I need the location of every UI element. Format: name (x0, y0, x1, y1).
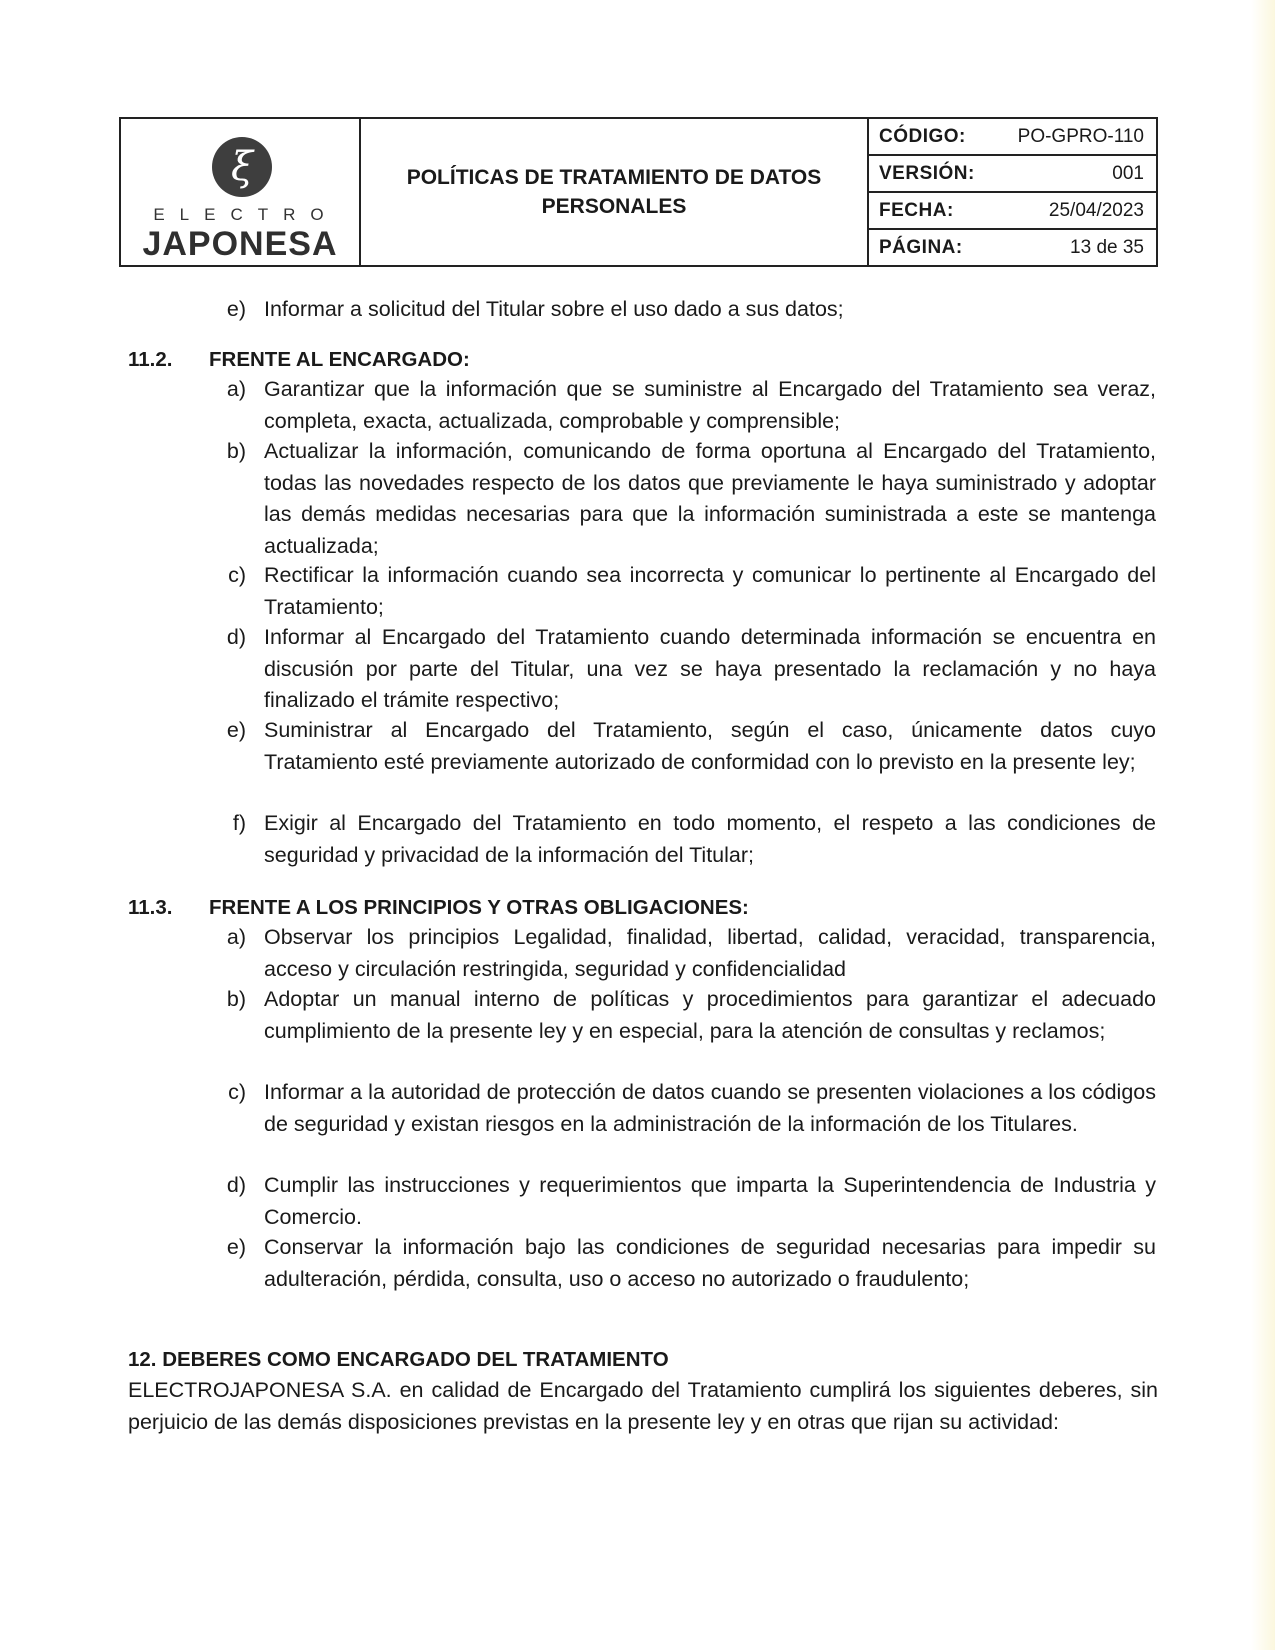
list-item (216, 1232, 1156, 1295)
list-item-text: Conservar la información bajo las condiciones de seguridad necesarias para impedir su adulteración, pérdida, consulta, uso o acceso no autorizado o fraudulento; (264, 1235, 1156, 1291)
list-item-label: f) (232, 811, 246, 835)
section-number: 11.2. (128, 348, 173, 371)
list-item-label: d) (226, 625, 246, 649)
list-item-text: Exigir al Encargado del Tratamiento en todo momento, el respeto a las condiciones de seguridad y privacidad de la información del Titular; (264, 811, 1156, 867)
list-item (216, 1077, 1156, 1140)
list-item-text: Garantizar que la información que se suministre al Encargado del Tratamiento sea veraz, completa, exacta, actualizada, comprobable y comprensible; (264, 377, 1156, 433)
meta-value: 001 (1112, 162, 1144, 184)
list-item-label: d) (226, 1173, 246, 1197)
list-item (216, 808, 1156, 871)
section-heading-12 (128, 1346, 669, 1374)
list-item-text: Adoptar un manual interno de políticas y procedimientos para garantizar el adecuado cumplimiento de la presente ley y en especial, para la atención de consultas y reclamos; (264, 987, 1156, 1043)
list-item (216, 715, 1156, 778)
list-item-label: b) (226, 439, 246, 463)
section-title: 12. DEBERES COMO ENCARGADO DEL TRATAMIENTO (128, 1348, 669, 1371)
list-item (216, 622, 1156, 717)
list-item (216, 294, 1156, 326)
list-item (216, 1170, 1156, 1233)
section-12-paragraph: ELECTROJAPONESA S.A. en calidad de Encargado del Tratamiento cumplirá los siguientes deberes, sin perjuicio de las demás disposiciones previstas en la presente ley y en otras que rijan su actividad: (128, 1378, 1158, 1434)
list-item-text: Informar al Encargado del Tratamiento cuando determinada información se encuentra en discusión por parte del Titular, una vez se haya presentado la reclamación y no haya finalizado el trámite respectivo; (264, 625, 1156, 712)
document-meta (869, 119, 1156, 265)
list-item-text: Suministrar al Encargado del Tratamiento, según el caso, únicamente datos cuyo Tratamiento esté previamente autorizado de conformidad con lo previsto en la presente ley; (264, 718, 1156, 774)
section-number: 11.3. (128, 896, 173, 919)
logo-mark-icon: ξ (212, 137, 272, 197)
list-item-text: Informar a solicitud del Titular sobre el uso dado a sus datos; (264, 297, 844, 321)
list-item-label: e) (226, 1235, 246, 1259)
list-item-label: a) (226, 925, 246, 949)
list-item-text: Rectificar la información cuando sea incorrecta y comunicar lo pertinente al Encargado del Tratamiento; (264, 563, 1156, 619)
list-item-text: Observar los principios Legalidad, finalidad, libertad, calidad, veracidad, transparencia, acceso y circulación restringida, seguridad y confidencialidad (264, 925, 1156, 981)
meta-pagina (869, 230, 1156, 265)
company-logo (121, 119, 361, 265)
list-item (216, 560, 1156, 623)
list-item-label: a) (226, 377, 246, 401)
list-item (216, 374, 1156, 437)
list-item-text: Actualizar la información, comunicando de forma oportuna al Encargado del Tratamiento, todas las novedades respecto de los datos que previamente le haya suministrado y adoptar las demás medidas necesarias para que la información suministrada a este se mantenga actualizada; (264, 439, 1156, 558)
meta-version (869, 156, 1156, 193)
page-edge-tint (1251, 0, 1275, 1650)
meta-codigo (869, 119, 1156, 156)
list-item-label: e) (226, 718, 246, 742)
meta-value: 13 de 35 (1070, 236, 1144, 258)
list-item (216, 984, 1156, 1047)
meta-fecha (869, 193, 1156, 230)
document-header (119, 117, 1158, 267)
meta-label: PÁGINA: (879, 236, 963, 258)
list-item (216, 922, 1156, 985)
logo-text-bottom: JAPONESA (142, 225, 338, 263)
list-item-label: c) (228, 563, 246, 587)
section-title: FRENTE AL ENCARGADO: (209, 348, 470, 371)
section-title: FRENTE A LOS PRINCIPIOS Y OTRAS OBLIGACIONES: (209, 896, 749, 919)
list-item (216, 436, 1156, 562)
logo-text-top: ELECTRO (153, 205, 339, 224)
meta-label: FECHA: (879, 199, 954, 221)
meta-value: PO-GPRO-110 (1017, 125, 1144, 147)
list-item-text: Informar a la autoridad de protección de datos cuando se presenten violaciones a los códigos de seguridad y existan riesgos en la administración de la información de los Titulares. (264, 1080, 1156, 1136)
list-item-label: c) (228, 1080, 246, 1104)
meta-label: VERSIÓN: (879, 162, 975, 184)
list-item-text: Cumplir las instrucciones y requerimientos que imparta la Superintendencia de Industria y Comercio. (264, 1173, 1156, 1229)
list-item-label: b) (226, 987, 246, 1011)
meta-value: 25/04/2023 (1048, 199, 1144, 221)
document-title: POLÍTICAS DE TRATAMIENTO DE DATOS PERSONALES (361, 119, 869, 265)
meta-label: CÓDIGO: (879, 125, 966, 147)
list-item-label: e) (226, 297, 246, 321)
